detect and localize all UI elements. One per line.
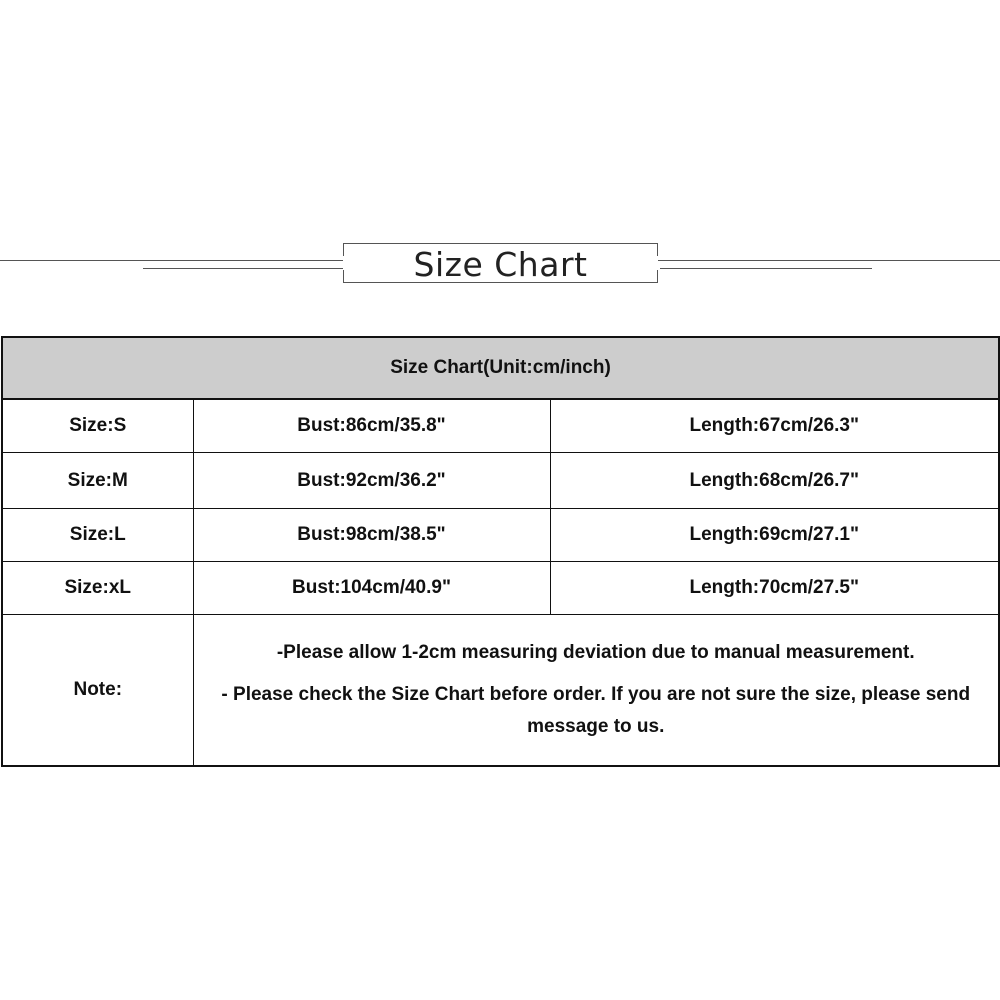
table-row xyxy=(2,399,999,453)
size-cell: Size:M xyxy=(2,453,193,509)
table-caption: Size Chart(Unit:cm/inch) xyxy=(2,337,999,399)
size-chart-table xyxy=(1,336,1000,767)
bust-cell: Bust:104cm/40.9" xyxy=(193,562,550,615)
length-cell: Length:68cm/26.7" xyxy=(550,453,999,509)
length-cell: Length:70cm/27.5" xyxy=(550,562,999,615)
length-cell: Length:67cm/26.3" xyxy=(550,399,999,453)
note-line-deviation: -Please allow 1-2cm measuring deviation due to manual measurement. xyxy=(276,642,915,663)
size-cell: Size:xL xyxy=(2,562,193,615)
bust-cell: Bust:92cm/36.2" xyxy=(193,453,550,509)
banner-title-box xyxy=(343,243,658,283)
bust-cell: Bust:86cm/35.8" xyxy=(193,399,550,453)
size-cell: Size:S xyxy=(2,399,193,453)
table-row xyxy=(2,509,999,562)
size-cell: Size:L xyxy=(2,509,193,562)
table-row xyxy=(2,562,999,615)
bust-cell: Bust:98cm/38.5" xyxy=(193,509,550,562)
banner-rule-left xyxy=(143,268,343,269)
banner-rule-right xyxy=(660,268,872,269)
table-caption-row xyxy=(2,337,999,399)
note-line-check-size: - Please check the Size Chart before order. If you are not sure the size, please send message to us. xyxy=(221,684,971,737)
note-row xyxy=(2,615,999,767)
page-title: Size Chart xyxy=(413,244,588,284)
length-cell: Length:69cm/27.1" xyxy=(550,509,999,562)
table-row xyxy=(2,453,999,509)
note-content xyxy=(193,615,999,767)
note-label: Note: xyxy=(2,615,193,767)
